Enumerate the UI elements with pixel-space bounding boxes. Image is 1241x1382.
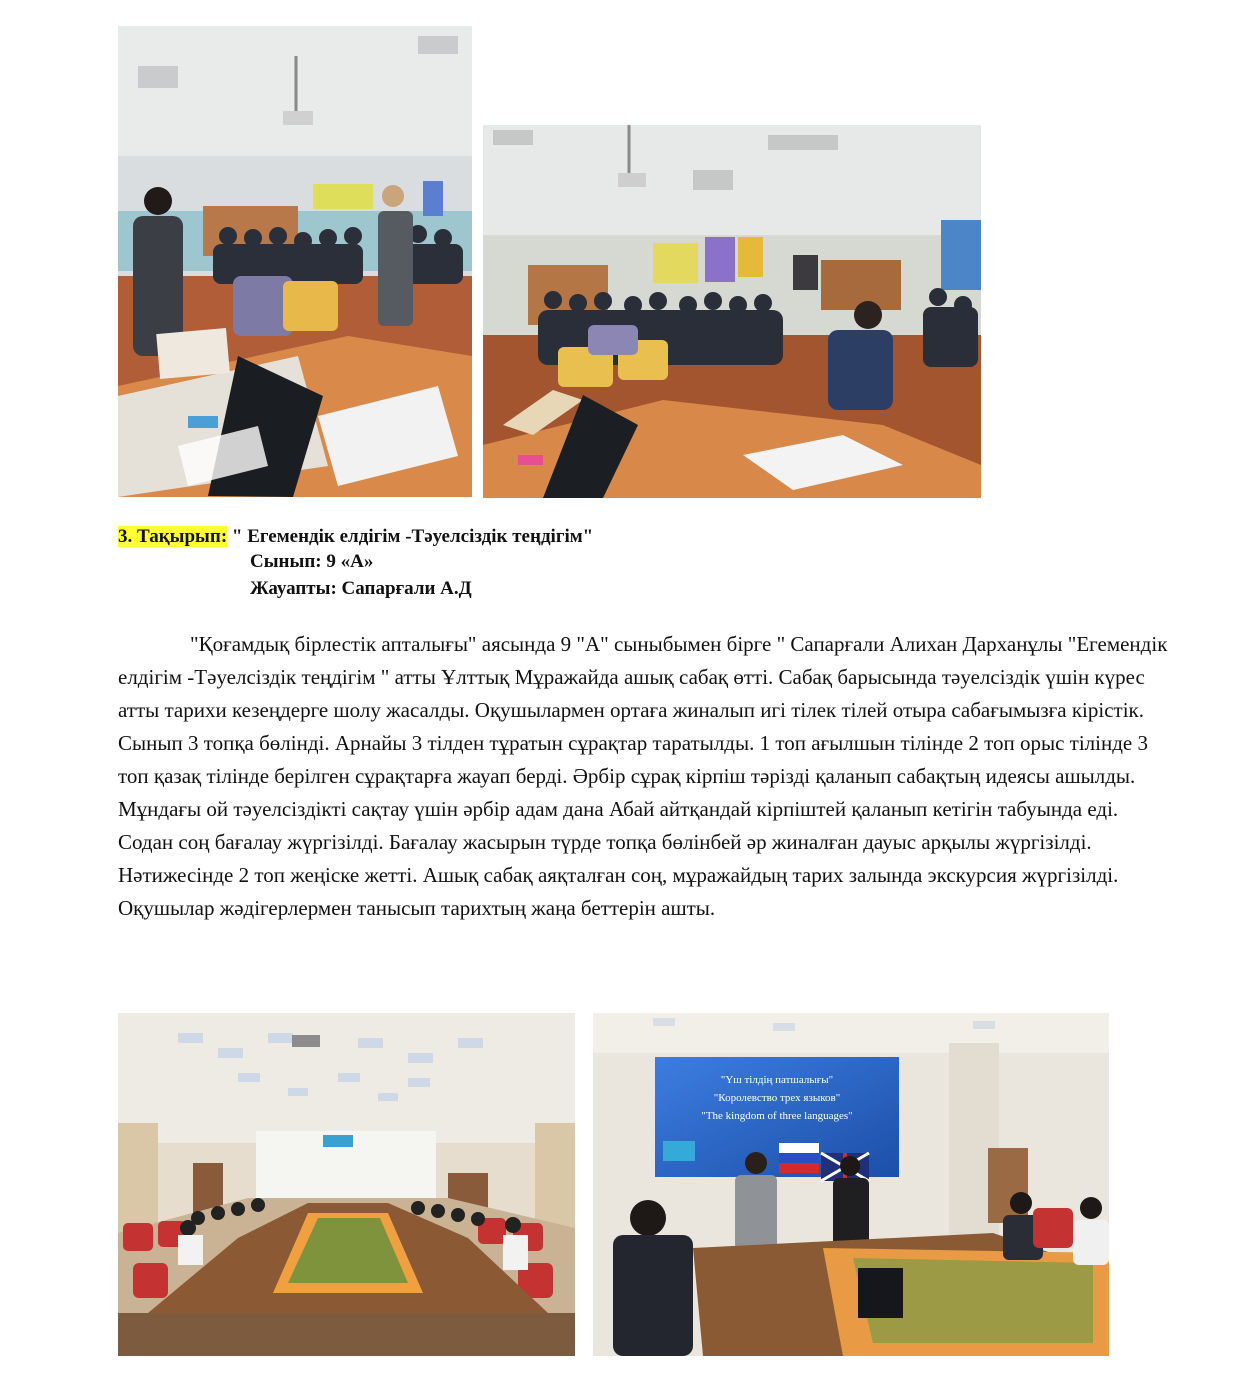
- body-paragraph: "Қоғамдық бірлестік апталығы" аясында 9 "А" сыныбымен бірге " Сапарғали Алихан Дарханұлы "Егемендік елдігім -Тәуелсіздік теңдігім " атты Ұлттық Мұражайда ашық сабақ өтті. Сабақ барысында тәуелсіздік үшін күрес атты тарихи кезеңдерге шолу жасалды. Оқушылармен ортаға жиналып игі тілек тілей отыра сабағымызға кірістік. Сынып 3 топқа бөлінді. Арнайы 3 тілден тұратын сұрақтар таратылды. 1 топ ағылшын тілінде 2 топ орыс тілінде 3 топ қазақ тілінде берілген сұрақтарға жауап берді. Әрбір сұрақ кірпіш тәрізді қаланып сабақтың идеясы ашылды. Мұндағы ой тәуелсіздікті сақтау үшін әрбір адам дана Абай айтқандай кірпіштей қаланып кетігін табуында еді. Содан соң бағалау жүргізілді. Бағалау жасырын түрде топқа бөлінбей әр жиналған дауыс арқылы жүргізілді. Нәтижесінде 2 топ жеңіске жетті. Ашық сабақ аяқталған соң, мұражайдың тарих залында экскурсия жүргізілді. Оқушылар жәдігерлермен танысып тарихтың жаңа беттерін ашты.: [118, 632, 1168, 920]
- topic-label: 3. Тақырып:: [118, 526, 228, 547]
- classroom-photo-2: [483, 125, 981, 498]
- museum-hall-photo: [118, 1013, 575, 1356]
- screen-title-kk: "Үш тілдің патшалығы": [720, 1074, 834, 1086]
- screen-title-ru: "Королевство трех языков": [713, 1092, 841, 1104]
- presentation-photo: [593, 1013, 1109, 1356]
- topic-title: " Егемендік елдігім -Тәуелсіздік теңдігім": [227, 526, 594, 547]
- class-line: Сынып: 9 «А»: [250, 551, 374, 572]
- responsible-line: Жауапты: Сапарғали А.Д: [250, 578, 472, 599]
- topic-heading: [118, 524, 593, 549]
- screen-title-en: "The kingdom of three languages": [701, 1110, 853, 1122]
- classroom-photo-1: [118, 26, 472, 497]
